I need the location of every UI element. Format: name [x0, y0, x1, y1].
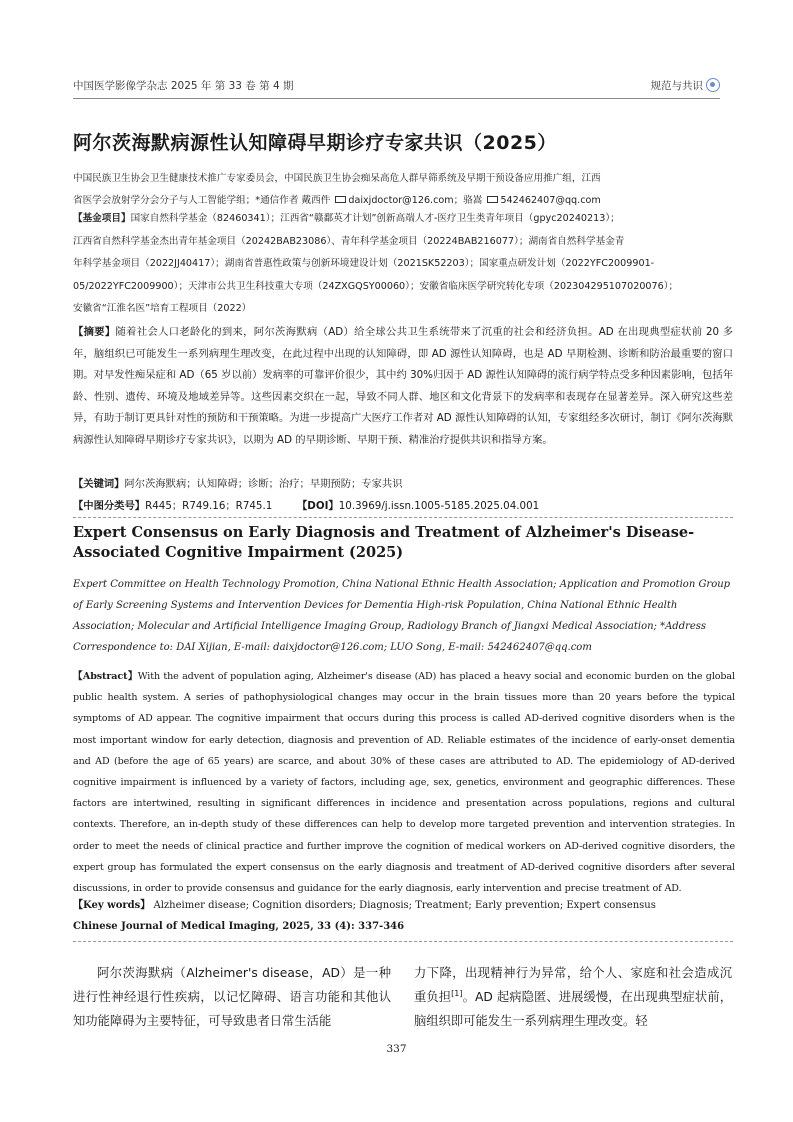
classification-line — [73, 496, 733, 516]
reference-marker[interactable]: [1] — [451, 989, 463, 998]
body-column-left: 阿尔茨海默病（Alzheimer's disease，AD）是一种进行性神经退行性疾病，以记忆障碍、语言功能和其他认知功能障碍为主要特征，可导致患者日常生活能 — [73, 966, 391, 1028]
english-keywords — [73, 897, 735, 914]
en-abstract-label: 【Abstract】 — [73, 671, 138, 682]
english-title: Expert Consensus on Early Diagnosis and Treatment of Alzheimer's Disease-Associated Cognitive Impairment (2025) — [73, 524, 695, 561]
doi-value: 10.3969/j.issn.1005-5185.2025.04.001 — [338, 500, 540, 512]
funding-label: 【基金项目】 — [73, 213, 131, 224]
body-divider — [73, 941, 733, 942]
english-abstract — [73, 666, 735, 899]
doi — [297, 496, 539, 516]
funding-line-2: 江西省自然科学基金杰出青年基金项目（20242BAB23086）、青年科学基金项目（20224BAB216077）；湖南省自然科学基金青 — [73, 235, 625, 247]
funding-block — [73, 208, 733, 321]
authors-line-2: 省医学会放射学分会分子与人工智能学组；*通信作者 戴西件 daixjdoctor@126.com；骆嵩 542462407@qq.com — [73, 194, 601, 206]
email-icon — [487, 196, 498, 203]
funding-line-4: 05/2022YFC2009900）；天津市公共卫生科技重大专项（24ZXGQSY00060）；安徽省临床医学研究转化专项（202304295107020076）； — [73, 280, 679, 292]
english-authors: Expert Committee on Health Technology Promotion, China National Ethnic Health Association; Application and Promotion Group of Early Screening Systems and Intervention Devices for Dementia High-risk Population, China National Ethnic Health Association; Molecular and Artificial Intelligence Imaging Group, Radiology Branch of Jiangxi Medical Association; *Address Correspondence to: DAI Xijian, E-mail: daixjdoctor@126.com; LUO Song, E-mail: 542462407@qq.com — [73, 579, 731, 653]
doi-label: 【DOI】 — [297, 500, 339, 512]
citation: Chinese Journal of Medical Imaging, 2025, 33 (4): 337-346 — [73, 921, 405, 932]
classification-label: 【中图分类号】 — [73, 500, 146, 512]
chinese-abstract — [73, 322, 733, 452]
header-divider — [73, 98, 720, 99]
funding-line-3: 年科学基金项目（2022JJ40417）；湖南省普惠性政策与创新环境建设计划（2021SK52203）；国家重点研发计划（2022YFC2009901- — [73, 258, 655, 269]
chinese-authors — [73, 168, 733, 211]
section-divider — [73, 517, 733, 518]
email-icon — [335, 196, 346, 203]
en-abstract-text: With the advent of population aging, Alzheimer's disease (AD) has placed a heavy social and economic burden on the global public health system. A series of pathophysiological changes may occur in the brain tissues more than 20 years before the typical symptoms of AD appear. The cognitive impairment that occurs during this process is called AD-derived cognitive disorders when is the most important window for early detection, diagnosis and prevention of AD. Reliable estimates of the incidence of early-onset dementia and AD (before the age of 65 years) are scarce, and about 30% of these cases are attributed to AD. The epidemiology of AD-derived cognitive impairment is influenced by a variety of factors, including age, sex, genetics, environment and geographic differences. These factors are intertwined, resulting in significant differences in incidence and presentation across populations, regions and cultural contexts. Therefore, an in-depth study of these differences can help to develop more targeted prevention and intervention strategies. In order to meet the needs of clinical practice and further improve the cognition of medical workers on AD-derived cognitive disorders, the expert group has formulated the expert consensus on the early diagnosis and treatment of AD-derived cognitive disorders after several discussions, in order to provide consensus and guidance for the early diagnosis, early intervention and precise treatment of AD. — [73, 671, 735, 895]
keywords-text: 阿尔茨海默病；认知障碍；诊断；治疗；早期预防；专家共识 — [124, 478, 403, 490]
body-column-right: 力下降，出现精神行为异常，给个人、家庭和社会造成沉重负担[1]。AD 起病隐匿、进展缓慢，在出现典型症状前，脑组织即可能发生一系列病理生理改变。轻 — [414, 966, 732, 1028]
funding-line-5: 安徽省“江淮名医”培育工程项目（2022） — [73, 303, 252, 314]
funding-line-1: 国家自然科学基金（82460341）；江西省“赣鄱英才计划”创新高端人才-医疗卫生类青年项目（gpyc20240213）； — [130, 213, 620, 224]
email-address-1: daixjdoctor@126.com；骆嵩 — [348, 194, 483, 206]
keywords-label: 【关键词】 — [73, 478, 125, 490]
journal-issue: 中国医学影像学杂志 2025 年 第 33 卷 第 4 期 — [73, 80, 294, 92]
en-keywords-label: 【Key words】 — [73, 900, 151, 911]
chinese-keywords — [73, 474, 733, 495]
classification-code: R445；R749.16；R745.1 — [145, 500, 273, 512]
section-label: 规范与共识 — [650, 80, 703, 92]
abstract-text: 随着社会人口老龄化的到来，阿尔茨海默病（AD）给全球公共卫生系统带来了沉重的社会和经济负担。AD 在出现典型症状前 20 多年，脑组织已可能发生一系列病理生理改变，在此过程中出现的认知障碍，即 AD 源性认知障碍，也是 AD 早期检测、诊断和防治最重要的窗口期。对早发性痴呆症和 AD（65 岁以前）发病率的可靠评价很少，其中约 30%归因于 AD 源性认知障碍的流行病学特点受多种因素影响，包括年龄、性别、遗传、环境及地域差异等。这些因素交织在一起，导致不同人群、地区和文化背景下的发病率和表现存在显著差异。深入研究这些差异，有助于制订更具针对性的预防和干预策略。为进一步提高广大医疗工作者对 AD 源性认知障碍的认知，专家组经多次研讨，制订《阿尔茨海默病源性认知障碍早期诊疗专家共识》，以期为 AD 的早期诊断、早期干预、精准治疗提供共识和指导方案。 — [73, 326, 734, 446]
authors-line-1: 中国民族卫生协会卫生健康技术推广专家委员会，中国民族卫生协会痴呆高危人群早筛系统及早期干预设备应用推广组，江西 — [73, 173, 601, 184]
running-header — [73, 76, 720, 96]
en-keywords-text: Alzheimer disease; Cognition disorders; Diagnosis; Treatment; Early prevention; Expert consensus — [153, 900, 656, 911]
journal-logo-icon — [706, 78, 720, 92]
section-name — [651, 78, 721, 93]
email-address-2: 542462407@qq.com — [500, 194, 601, 206]
chinese-title: 阿尔茨海默病源性认知障碍早期诊疗专家共识（2025） — [73, 132, 557, 154]
abstract-label: 【摘要】 — [73, 326, 116, 338]
page-number: 337 — [386, 1043, 407, 1055]
